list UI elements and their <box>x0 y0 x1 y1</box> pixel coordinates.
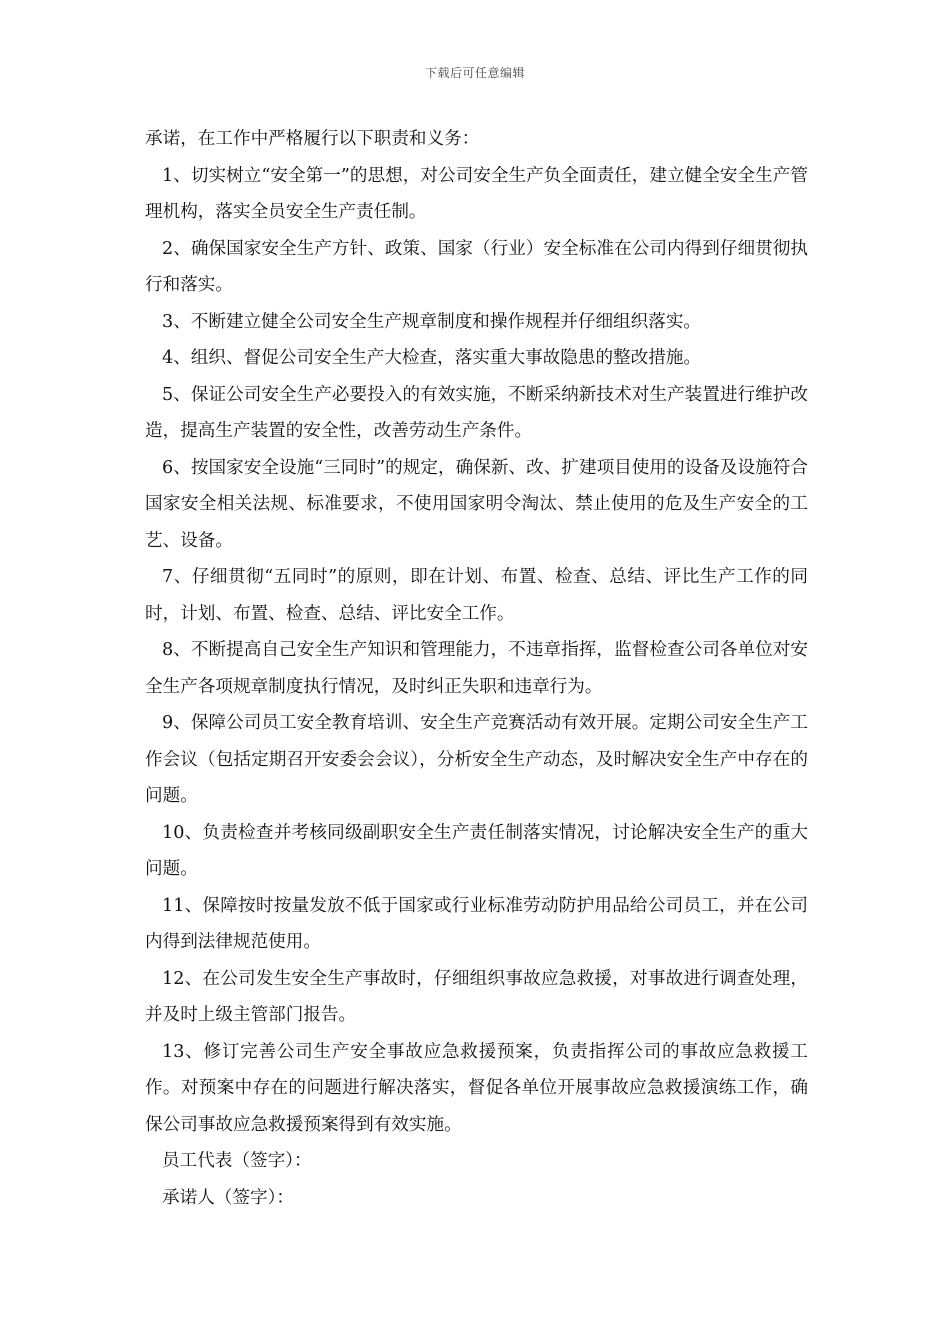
duty-item-12: 12、在公司发生安全生产事故时，仔细组织事故应急救援，对事故进行调查处理，并及时上级主管部门报告。 <box>145 968 808 1025</box>
duty-item-8: 8、不断提高自己安全生产知识和管理能力，不违章指挥，监督检查公司各单位对安全生产各项规章制度执行情况，及时纠正失职和违章行为。 <box>145 640 808 697</box>
duty-item-6: 6、按国家安全设施“三同时”的规定，确保新、改、扩建项目使用的设备及设施符合国家安全相关法规、标准要求，不使用国家明令淘汰、禁止使用的危及生产安全的工艺、设备。 <box>145 457 808 551</box>
duty-item-9: 9、保障公司员工安全教育培训、安全生产竞赛活动有效开展。定期公司安全生产工作会议（包括定期召开安委会会议），分析安全生产动态，及时解决安全生产中存在的问题。 <box>145 713 808 806</box>
duty-item-1: 1、切实树立“安全第一”的思想，对公司安全生产负全面责任，建立健全安全生产管理机构，落实全员安全生产责任制。 <box>145 165 808 222</box>
duty-item-10: 10、负责检查并考核同级副职安全生产责任制落实情况，讨论解决安全生产的重大问题。 <box>145 822 808 879</box>
duty-item-7: 7、仔细贯彻“五同时”的原则，即在计划、布置、检查、总结、评比生产工作的同时，计划、布置、检查、总结、评比安全工作。 <box>145 567 808 624</box>
intro-paragraph: 承诺，在工作中严格履行以下职责和义务： <box>145 129 480 149</box>
duty-item-11: 11、保障按时按量发放不低于国家或行业标准劳动防护用品给公司员工，并在公司内得到法律规范使用。 <box>145 895 808 952</box>
duty-item-2: 2、确保国家安全生产方针、政策、国家（行业）安全标准在公司内得到仔细贯彻执行和落实。 <box>145 238 808 295</box>
header-note: 下载后可任意编辑 <box>424 66 525 80</box>
duty-item-13: 13、修订完善公司生产安全事故应急救援预案，负责指挥公司的事故应急救援工作。对预案中存在的问题进行解决落实，督促各单位开展事故应急救援演练工作，确保公司事故应急救援预案得到有效实施。 <box>145 1041 808 1135</box>
document-body <box>145 121 808 1216</box>
duty-item-4: 4、组织、督促公司安全生产大检查，落实重大事故隐患的整改措施。 <box>162 348 702 368</box>
duty-item-3: 3、不断建立健全公司安全生产规章制度和操作规程并仔细组织落实。 <box>162 311 702 332</box>
employee-rep-signature-label: 员工代表（签字）： <box>162 1151 312 1171</box>
duty-item-5: 5、保证公司安全生产必要投入的有效实施，不断采纳新技术对生产装置进行维护改造，提高生产装置的安全性，改善劳动生产条件。 <box>145 384 808 441</box>
promiser-signature-label: 承诺人（签字）： <box>162 1187 294 1208</box>
